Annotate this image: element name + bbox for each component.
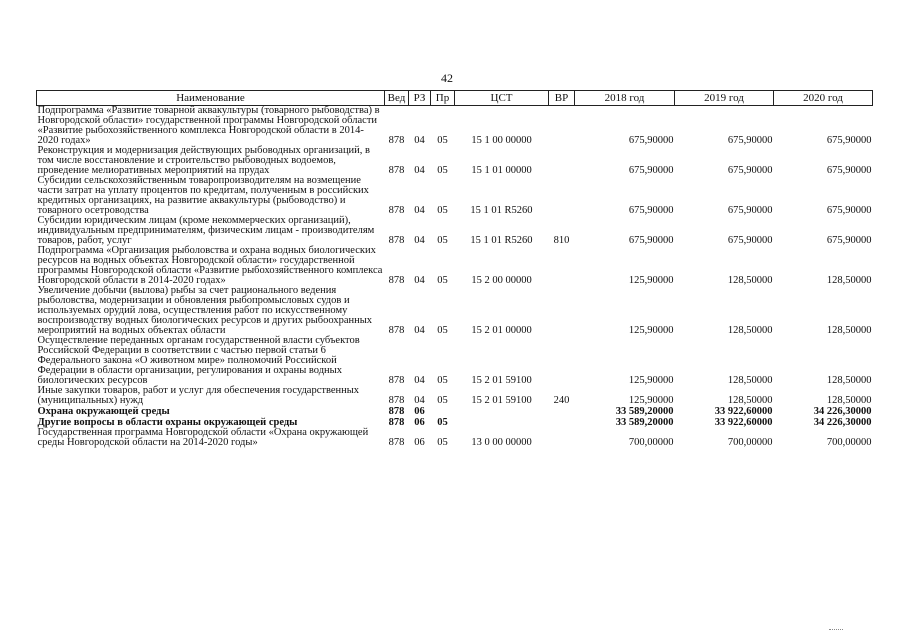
row-vr: [549, 417, 575, 428]
table-row: [37, 146, 873, 176]
row-name: Осуществление переданных органам государственной власти субъектов Российской Федерации в соответствии с частью первой статьи 6 Федерального закона «О животном мире» полномочий Российской Федерации в области организации, регулирования и охраны водных биологических ресурсов: [37, 335, 360, 386]
row-vr: [549, 336, 575, 386]
row-name: Подпрограмма «Организация рыболовства и охрана водных биологических ресурсов на водных объектах Новгородской области» государственной программы Новгородской области «Развитие рыбохозяйственного комплекса Новгородской области в 2014-2020 годах»: [37, 245, 383, 286]
table-row: [37, 406, 873, 417]
corner-mark: [829, 629, 843, 634]
row-name: Реконструкция и модернизация действующих рыбоводных организаций, в том числе восстановление и строительство рыбоводных водоемов, проведение мелиоративных мероприятий на прудах: [37, 145, 371, 176]
row-rz: 06: [414, 406, 425, 417]
row-ved: 878: [388, 135, 405, 146]
table-row: [37, 286, 873, 336]
row-2020: 675,90000: [826, 205, 872, 216]
table-header-row: [37, 91, 873, 106]
row-rz: 04: [414, 375, 425, 386]
header-name: Наименование: [37, 91, 385, 106]
row-2018: 125,90000: [628, 325, 674, 336]
row-rz: 04: [414, 165, 425, 176]
row-cst: 15 2 01 59100: [471, 395, 532, 406]
row-cst: 15 1 01 R5260: [470, 205, 533, 216]
row-pr: 05: [437, 437, 448, 448]
row-2019: 675,90000: [727, 205, 773, 216]
row-name: Государственная программа Новгородской области «Охрана окружающей среды Новгородской области на 2014-2020 годы»: [37, 427, 369, 448]
row-name: Субсидии сельскохозяйственным товаропроизводителям на возмещение части затрат на уплату процентов по кредитам, полученным в российских кредитных организациях, на развитие аквакультуры (рыбоводство) и товарного осетроводства: [37, 175, 369, 216]
row-rz: 04: [414, 395, 425, 406]
row-vr: [549, 406, 575, 417]
row-ved: 878: [388, 406, 405, 417]
table-row: [37, 176, 873, 216]
table-row: [37, 428, 873, 448]
row-cst: 15 1 01 00000: [471, 165, 532, 176]
page-number: 42: [441, 71, 453, 85]
row-rz: 04: [414, 325, 425, 336]
row-2018: 125,90000: [628, 275, 674, 286]
row-ved: 878: [388, 165, 405, 176]
row-vr: 810: [553, 235, 570, 246]
table-row: [37, 386, 873, 406]
row-2019: 128,50000: [727, 375, 773, 386]
table-row: [37, 216, 873, 246]
row-2018: 675,90000: [628, 235, 674, 246]
row-2018: 675,90000: [628, 205, 674, 216]
row-ved: 878: [388, 275, 405, 286]
row-ved: 878: [388, 325, 405, 336]
header-2020: 2020 год: [774, 91, 873, 106]
row-ved: 878: [388, 375, 405, 386]
row-2020: 128,50000: [826, 375, 872, 386]
row-pr: 05: [437, 375, 448, 386]
row-name: Увеличение добычи (вылова) рыбы за счет рационального ведения рыболовства, модернизации и обновления рыбопромысловых судов и используемых орудий лова, осуществления работ по искусственному воспроизводству водных биологических ресурсов и других рыбоохранных мероприятий на водных объектах области: [37, 285, 373, 336]
row-ved: 878: [388, 395, 405, 406]
header-pr: Пр: [431, 91, 455, 106]
header-ved: Вед: [385, 91, 409, 106]
row-2018: 700,00000: [628, 437, 674, 448]
row-cst: [455, 417, 549, 428]
row-cst: [455, 406, 549, 417]
row-vr: [549, 286, 575, 336]
row-rz: 06: [414, 417, 425, 428]
row-2018: 33 589,20000: [615, 417, 674, 428]
row-2019: 675,90000: [727, 165, 773, 176]
row-2018: 125,90000: [628, 395, 674, 406]
row-pr: 05: [437, 165, 448, 176]
budget-table: [36, 90, 873, 448]
row-2019: 128,50000: [727, 325, 773, 336]
row-cst: 15 2 00 00000: [471, 275, 532, 286]
row-name: Иные закупки товаров, работ и услуг для обеспечения государственных (муниципальных) нужд: [37, 385, 360, 406]
row-2019: 128,50000: [727, 275, 773, 286]
row-rz: 04: [414, 275, 425, 286]
row-name: Субсидии юридическим лицам (кроме некоммерческих организаций), индивидуальным предпринимателям, физическим лицам - производителям товаров, работ, услуг: [37, 215, 375, 246]
header-vr: ВР: [549, 91, 575, 106]
row-2020: 675,90000: [826, 165, 872, 176]
row-vr: [549, 106, 575, 147]
table-row: [37, 246, 873, 286]
row-pr: 05: [437, 135, 448, 146]
header-2019: 2019 год: [675, 91, 774, 106]
row-ved: 878: [388, 437, 405, 448]
row-name: Другие вопросы в области охраны окружающей среды: [37, 417, 298, 428]
row-name: Подпрограмма «Развитие товарной аквакультуры (товарного рыбоводства) в Новгородской области» государственной программы Новгородской области «Развитие рыбохозяйственного комплекса Новгородской области в 2014-2020 годах»: [37, 105, 380, 146]
row-pr: 05: [437, 205, 448, 216]
table-row: [37, 336, 873, 386]
row-2019: 675,90000: [727, 235, 773, 246]
row-2020: 675,90000: [826, 135, 872, 146]
row-2020: 128,50000: [826, 395, 872, 406]
row-2019: 128,50000: [727, 395, 773, 406]
row-pr: 05: [437, 275, 448, 286]
row-2020: 128,50000: [826, 325, 872, 336]
row-2020: 128,50000: [826, 275, 872, 286]
row-rz: 04: [414, 235, 425, 246]
row-pr: [431, 406, 455, 417]
row-cst: 15 1 01 R5260: [470, 235, 533, 246]
row-cst: 15 2 01 00000: [471, 325, 532, 336]
row-2019: 33 922,60000: [714, 406, 773, 417]
header-cst: ЦСТ: [455, 91, 549, 106]
row-vr: 240: [553, 395, 570, 406]
row-ved: 878: [388, 205, 405, 216]
row-pr: 05: [437, 395, 448, 406]
row-vr: [549, 146, 575, 176]
row-pr: 05: [437, 325, 448, 336]
table-body: [37, 106, 873, 449]
row-vr: [549, 428, 575, 448]
row-rz: 04: [414, 135, 425, 146]
row-cst: 15 2 01 59100: [471, 375, 532, 386]
row-2019: 700,00000: [727, 437, 773, 448]
row-2019: 675,90000: [727, 135, 773, 146]
row-2020: 700,00000: [826, 437, 872, 448]
row-cst: 15 1 00 00000: [471, 135, 532, 146]
row-2020: 34 226,30000: [813, 406, 872, 417]
row-2018: 675,90000: [628, 165, 674, 176]
row-pr: 05: [437, 417, 448, 428]
row-ved: 878: [388, 235, 405, 246]
row-name: Охрана окружающей среды: [37, 406, 170, 417]
row-2018: 675,90000: [628, 135, 674, 146]
row-rz: 04: [414, 205, 425, 216]
row-vr: [549, 176, 575, 216]
row-2019: 33 922,60000: [714, 417, 773, 428]
row-2020: 675,90000: [826, 235, 872, 246]
header-2018: 2018 год: [575, 91, 675, 106]
row-rz: 06: [414, 437, 425, 448]
row-2018: 33 589,20000: [615, 406, 674, 417]
row-ved: 878: [388, 417, 405, 428]
table-row: [37, 106, 873, 147]
row-vr: [549, 246, 575, 286]
row-2018: 125,90000: [628, 375, 674, 386]
header-rz: РЗ: [409, 91, 431, 106]
row-2020: 34 226,30000: [813, 417, 872, 428]
row-pr: 05: [437, 235, 448, 246]
row-cst: 13 0 00 00000: [471, 437, 532, 448]
